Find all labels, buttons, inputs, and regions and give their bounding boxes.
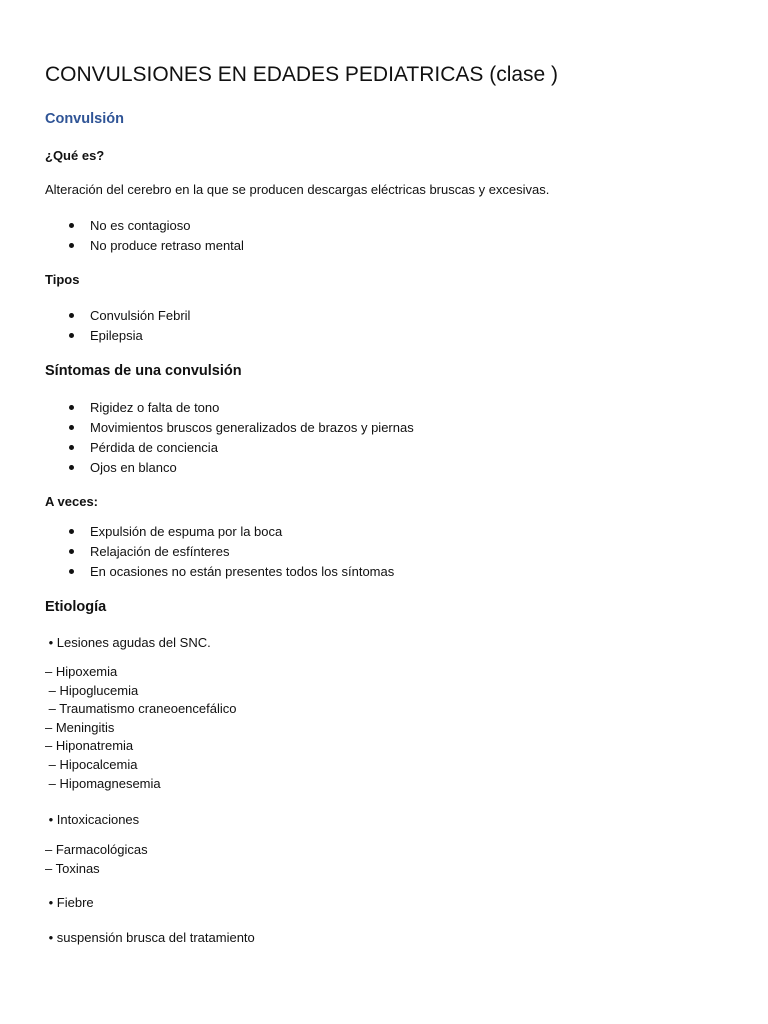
list-item: – Hipomagnesemia (45, 775, 161, 791)
etiology-treatment-suspension: • suspensión brusca del tratamiento (45, 930, 255, 945)
types-list (45, 306, 190, 346)
etiology-heading: Etiología (45, 599, 107, 615)
list-item: En ocasiones no están presentes todos los síntomas (45, 562, 394, 582)
list-item: Convulsión Febril (45, 306, 190, 326)
list-item: – Meningitis (45, 719, 115, 735)
list-item: Rigidez o falta de tono (45, 398, 414, 418)
etiology-fever: • Fiebre (45, 895, 94, 910)
symptoms-heading: Síntomas de una convulsión (45, 363, 242, 379)
types-heading: Tipos (45, 272, 80, 287)
list-item: – Hipocalcemia (45, 756, 138, 772)
list-item: Epilepsia (45, 326, 190, 346)
intoxications-list (45, 841, 148, 878)
list-item: – Hipoxemia (45, 664, 118, 679)
list-item: Ojos en blanco (45, 458, 414, 478)
symptoms-list (45, 398, 414, 478)
document-title: CONVULSIONES EN EDADES PEDIATRICAS (clase ) (45, 63, 559, 86)
list-item: Pérdida de conciencia (45, 438, 414, 458)
etiology-intoxications: • Intoxicaciones (45, 812, 140, 827)
sometimes-list (45, 522, 394, 582)
sometimes-heading: A veces: (45, 494, 98, 509)
definition-text: Alteración del cerebro en la que se producen descargas eléctricas bruscas y excesivas. (45, 182, 550, 197)
acute-lesions-list (45, 663, 236, 793)
etiology-acute-lesions: • Lesiones agudas del SNC. (45, 635, 211, 650)
facts-list (45, 216, 244, 256)
what-is-heading: ¿Qué es? (45, 148, 105, 163)
list-item: Relajación de esfínteres (45, 542, 394, 562)
section-heading-convulsion: Convulsión (45, 111, 124, 127)
list-item: Expulsión de espuma por la boca (45, 522, 394, 542)
list-item: – Traumatismo craneoencefálico (45, 701, 237, 717)
list-item: – Hipoglucemia (45, 682, 139, 698)
list-item: – Hiponatremia (45, 738, 134, 754)
list-item: – Toxinas (45, 860, 100, 876)
list-item: No produce retraso mental (45, 236, 244, 256)
list-item: No es contagioso (45, 216, 244, 236)
list-item: Movimientos bruscos generalizados de brazos y piernas (45, 418, 414, 438)
list-item: – Farmacológicas (45, 842, 148, 857)
